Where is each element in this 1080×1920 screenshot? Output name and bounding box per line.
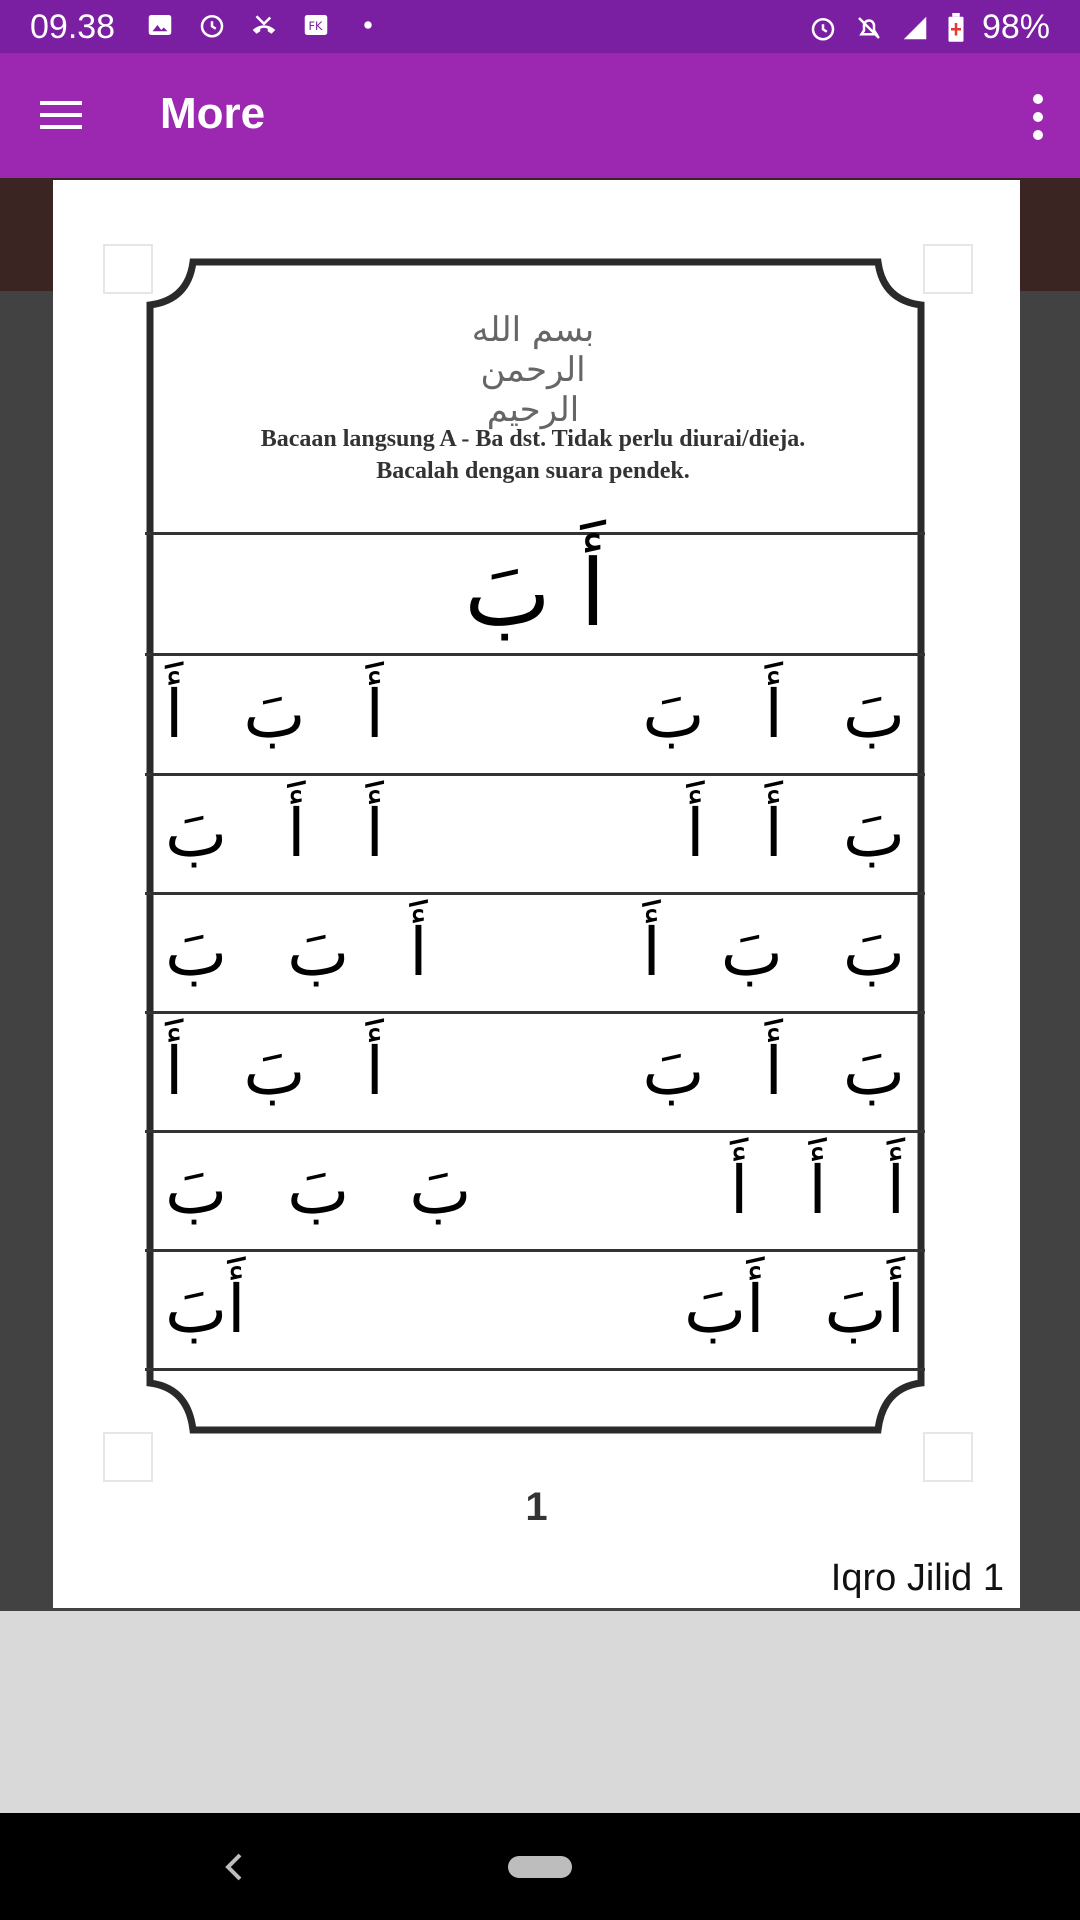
arabic-letter: أَبَ [684,1271,765,1348]
home-pill-icon[interactable] [508,1856,572,1878]
letter-row [145,1132,925,1250]
back-icon[interactable] [214,1843,254,1891]
arabic-letter: أَ [642,914,661,991]
arabic-letter: أَ [365,676,384,753]
arabic-letter: بَ [287,1152,350,1229]
status-notification-icons [145,10,383,40]
letter-row [145,894,925,1012]
navigation-bar [0,1813,1080,1920]
missed-call-icon [249,10,279,40]
arabic-letter: أَ [365,1033,384,1110]
letter-group-left [165,1033,384,1110]
letter-group-left [165,795,384,872]
svg-text:FK: FK [308,20,323,33]
letter-row [145,775,925,893]
arabic-letter: أَ [165,676,184,753]
letter-group-right [642,676,905,753]
arabic-letter: بَ [642,676,705,753]
arabic-letter: أَ [764,676,783,753]
arabic-letter: أَبَ [824,1271,905,1348]
letter-group-left [165,1271,246,1348]
arabic-letter: بَ [842,1033,905,1110]
alarm-icon [197,10,227,40]
arabic-letter: أَ [886,1152,905,1229]
arabic-letter: بَ [165,795,228,872]
letter-row [145,656,925,774]
dot-icon [353,10,383,40]
arabic-letter: بَ [842,914,905,991]
arabic-letter: بَ [287,914,350,991]
app-notification-icon [301,10,331,40]
alarm-icon [808,13,838,43]
letter-group-left [165,1152,472,1229]
arabic-letter: أَ [686,795,705,872]
arabic-letter: أَ [165,1033,184,1110]
app-bar [0,53,1080,178]
book-title-footer: Iqro Jilid 1 [830,1557,1004,1599]
letter-group-right [729,1152,905,1229]
arabic-letter: أَ [764,1033,783,1110]
arabic-letter: بَ [720,914,783,991]
arabic-letter: أَ [729,1152,749,1229]
bottom-panel [0,1611,1080,1813]
letter-group-right [684,1271,905,1348]
letter-row [145,1013,925,1131]
more-vert-icon[interactable] [1018,87,1058,147]
letter-group-right [686,795,905,872]
image-icon [145,10,175,40]
arabic-letter: بَ [409,1152,472,1229]
row-divider [145,1368,925,1371]
book-page-image[interactable] [53,180,1020,1608]
silent-bell-icon [854,13,884,43]
signal-icon [900,13,930,43]
letter-group-left [165,914,428,991]
arabic-letter: أَ [409,914,428,991]
arabic-letter: أَ [764,795,783,872]
status-system-icons [808,8,1050,47]
menu-icon[interactable] [36,91,86,141]
arabic-letter: أَ [808,1152,827,1229]
page-title: More [160,89,266,138]
letter-row [145,1251,925,1369]
arabic-letter: بَ [842,795,905,872]
status-bar [0,0,1080,53]
page-number: 1 [525,1485,548,1529]
arabic-letter: أَبَ [165,1271,246,1348]
letter-group-left [165,676,384,753]
arabic-letter: أَ [287,795,306,872]
arabic-letter: بَ [243,1033,306,1110]
arabic-letter: بَ [243,676,306,753]
arabic-letter: بَ [165,1152,228,1229]
battery-percentage: 98% [981,8,1050,46]
status-time: 09.38 [30,8,116,46]
instruction-text [133,423,933,487]
arabic-letter: بَ [165,914,228,991]
arabic-letter: بَ [842,676,905,753]
bismillah-calligraphy: بسم الله الرحمن الرحيم [471,310,595,430]
title-letters: أَ بَ [464,539,606,647]
arabic-letter: أَ [365,795,384,872]
arabic-letter: بَ [642,1033,705,1110]
battery-icon [946,13,966,43]
letter-group-right [642,1033,905,1110]
instruction-line: Bacalah dengan suara pendek. [376,458,690,484]
instruction-line: Bacaan langsung A - Ba dst. Tidak perlu diurai/dieja. [260,426,806,452]
letter-group-right [642,914,905,991]
